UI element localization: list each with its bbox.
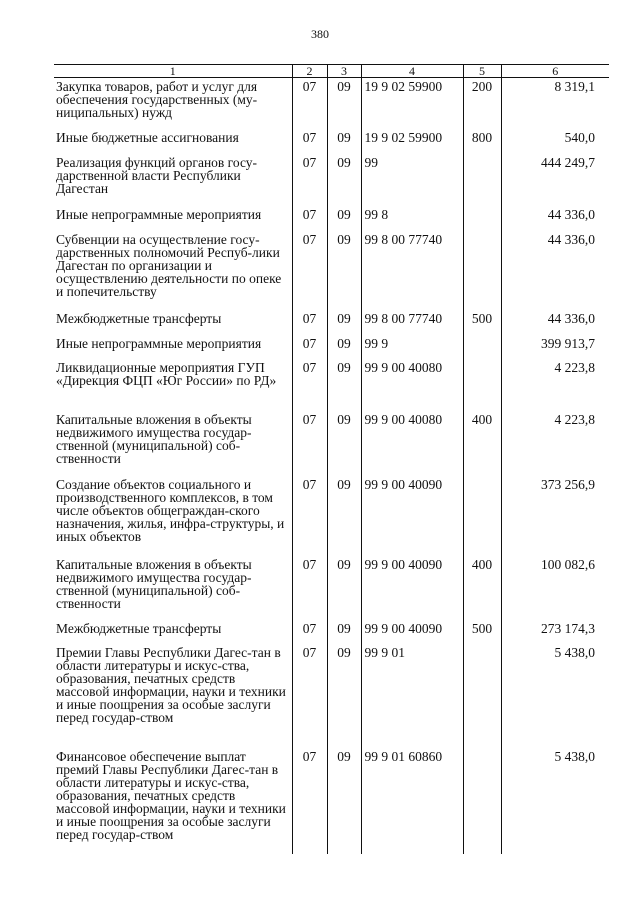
row-name: Межбюджетные трансферты	[54, 620, 292, 644]
row-name: Капитальные вложения в объекты недвижимого имущества государ-ственной (муниципальной) соб-ственности	[54, 556, 292, 620]
row-name: Премии Главы Республики Дагес-тан в области литературы и искус-ства, образования, печатных средств массовой информации, науки и техники и иные поощрения за особые заслуги перед государ-ством	[54, 644, 292, 748]
row-type: 500	[463, 620, 501, 644]
row-razdel: 07	[292, 476, 327, 556]
row-target: 99 8	[361, 206, 463, 231]
row-target: 99 9 00 40080	[361, 359, 463, 411]
table-row	[54, 78, 609, 129]
row-podrazdel: 09	[327, 231, 361, 310]
row-amount: 8 319,1	[501, 78, 609, 129]
row-amount: 399 913,7	[501, 335, 609, 359]
row-type	[463, 748, 501, 854]
row-amount: 273 174,3	[501, 620, 609, 644]
row-target: 99 9 01	[361, 644, 463, 748]
row-name: Реализация функций органов госу-дарственной власти Республики Дагестан	[54, 154, 292, 206]
row-podrazdel: 09	[327, 206, 361, 231]
row-razdel: 07	[292, 644, 327, 748]
table-row	[54, 748, 609, 854]
row-amount: 5 438,0	[501, 748, 609, 854]
row-amount: 44 336,0	[501, 231, 609, 310]
row-podrazdel: 09	[327, 335, 361, 359]
row-podrazdel: 09	[327, 310, 361, 335]
row-razdel: 07	[292, 310, 327, 335]
column-header: 2	[292, 65, 327, 78]
budget-table	[54, 64, 609, 854]
row-type: 800	[463, 129, 501, 154]
row-name: Закупка товаров, работ и услуг для обеспечения государственных (му-ниципальных) нужд	[54, 78, 292, 129]
row-type: 400	[463, 411, 501, 476]
row-amount: 373 256,9	[501, 476, 609, 556]
row-razdel: 07	[292, 556, 327, 620]
row-target: 99 9	[361, 335, 463, 359]
row-type	[463, 476, 501, 556]
row-podrazdel: 09	[327, 644, 361, 748]
row-name: Иные непрограммные мероприятия	[54, 335, 292, 359]
row-name: Ликвидационные мероприятия ГУП «Дирекция ФЦП «Юг России» по РД»	[54, 359, 292, 411]
table-row	[54, 206, 609, 231]
table-row	[54, 231, 609, 310]
table-row	[54, 359, 609, 411]
row-type	[463, 359, 501, 411]
table-row	[54, 129, 609, 154]
row-amount: 4 223,8	[501, 411, 609, 476]
row-target: 99 9 00 40090	[361, 476, 463, 556]
row-type: 200	[463, 78, 501, 129]
table-row	[54, 476, 609, 556]
row-amount: 44 336,0	[501, 310, 609, 335]
row-type: 500	[463, 310, 501, 335]
row-name: Капитальные вложения в объекты недвижимого имущества государ-ственной (муниципальной) соб-ственности	[54, 411, 292, 476]
row-podrazdel: 09	[327, 411, 361, 476]
table-row	[54, 644, 609, 748]
page-number: 380	[311, 27, 329, 41]
row-type	[463, 335, 501, 359]
row-name: Межбюджетные трансферты	[54, 310, 292, 335]
table-row	[54, 335, 609, 359]
row-amount: 444 249,7	[501, 154, 609, 206]
row-target: 99 9 00 40080	[361, 411, 463, 476]
row-podrazdel: 09	[327, 620, 361, 644]
row-name: Иные бюджетные ассигнования	[54, 129, 292, 154]
row-podrazdel: 09	[327, 154, 361, 206]
row-target: 19 9 02 59900	[361, 78, 463, 129]
column-header: 3	[327, 65, 361, 78]
row-podrazdel: 09	[327, 748, 361, 854]
row-name: Финансовое обеспечение выплат премий Главы Республики Дагес-тан в области литературы и искус-ства, образования, печатных средств массовой информации, науки и техники и иные поощрения за особые заслуги перед государ-ством	[54, 748, 292, 854]
header-row	[54, 65, 609, 78]
row-razdel: 07	[292, 748, 327, 854]
row-razdel: 07	[292, 620, 327, 644]
table-row	[54, 411, 609, 476]
row-type	[463, 231, 501, 310]
row-amount: 44 336,0	[501, 206, 609, 231]
row-razdel: 07	[292, 335, 327, 359]
row-name: Создание объектов социального и производственного комплексов, в том числе объектов общеграждан-ского назначения, жилья, инфра-структуры, и иных объектов	[54, 476, 292, 556]
row-razdel: 07	[292, 359, 327, 411]
row-type: 400	[463, 556, 501, 620]
table-row	[54, 154, 609, 206]
row-razdel: 07	[292, 154, 327, 206]
row-amount: 100 082,6	[501, 556, 609, 620]
row-target: 99 9 00 40090	[361, 620, 463, 644]
row-razdel: 07	[292, 411, 327, 476]
row-amount: 5 438,0	[501, 644, 609, 748]
row-amount: 540,0	[501, 129, 609, 154]
row-razdel: 07	[292, 231, 327, 310]
row-amount: 4 223,8	[501, 359, 609, 411]
row-razdel: 07	[292, 129, 327, 154]
row-razdel: 07	[292, 78, 327, 129]
table-row	[54, 310, 609, 335]
row-target: 99	[361, 154, 463, 206]
table-row	[54, 556, 609, 620]
row-target: 99 9 00 40090	[361, 556, 463, 620]
row-name: Субвенции на осуществление госу-дарственных полномочий Респуб-лики Дагестан по организации и осуществлению деятельности по опеке и попечительству	[54, 231, 292, 310]
row-podrazdel: 09	[327, 476, 361, 556]
row-type	[463, 644, 501, 748]
column-header: 4	[361, 65, 463, 78]
row-razdel: 07	[292, 206, 327, 231]
row-podrazdel: 09	[327, 556, 361, 620]
row-target: 99 8 00 77740	[361, 231, 463, 310]
row-target: 99 9 01 60860	[361, 748, 463, 854]
row-podrazdel: 09	[327, 359, 361, 411]
table-row	[54, 620, 609, 644]
column-header: 5	[463, 65, 501, 78]
row-podrazdel: 09	[327, 78, 361, 129]
row-podrazdel: 09	[327, 129, 361, 154]
row-type	[463, 206, 501, 231]
row-name: Иные непрограммные мероприятия	[54, 206, 292, 231]
row-target: 19 9 02 59900	[361, 129, 463, 154]
column-header: 1	[54, 65, 292, 78]
row-type	[463, 154, 501, 206]
row-target: 99 8 00 77740	[361, 310, 463, 335]
column-header: 6	[501, 65, 609, 78]
